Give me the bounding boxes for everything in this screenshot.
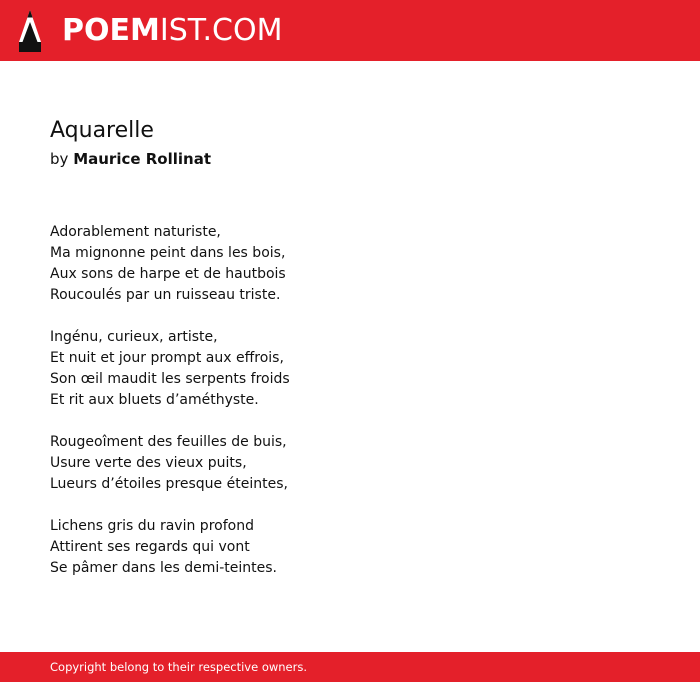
- poem-line: Lichens gris du ravin profond: [50, 518, 254, 534]
- poem-title: Aquarelle: [50, 118, 154, 143]
- by-label: by: [50, 150, 69, 168]
- poem-line: Rougeoîment des feuilles de buis,: [50, 434, 287, 450]
- stanza: [50, 432, 650, 495]
- logo-text-strong: POEM: [62, 13, 160, 48]
- site-header: [0, 0, 700, 61]
- stanza: [50, 222, 650, 306]
- poem-line: Attirent ses regards qui vont: [50, 539, 250, 555]
- poem-line: Aux sons de harpe et de hautbois: [50, 266, 286, 282]
- pencil-icon: [18, 10, 42, 52]
- poem-line: Ingénu, curieux, artiste,: [50, 329, 218, 345]
- copyright-text: Copyright belong to their respective owners.: [50, 660, 308, 674]
- poem-line: Roucoulés par un ruisseau triste.: [50, 287, 281, 303]
- poem-line: Et nuit et jour prompt aux effrois,: [50, 350, 284, 366]
- logo-text-light: IST.COM: [159, 13, 283, 48]
- poem-line: Lueurs d’étoiles presque éteintes,: [50, 476, 288, 492]
- site-logo-link[interactable]: [18, 10, 282, 52]
- poem-line: Adorablement naturiste,: [50, 224, 221, 240]
- poem-line: Se pâmer dans les demi-teintes.: [50, 560, 277, 576]
- poem-line: Ma mignonne peint dans les bois,: [50, 245, 286, 261]
- poem-line: Usure verte des vieux puits,: [50, 455, 247, 471]
- poem-body: [50, 222, 650, 579]
- stanza: [50, 327, 650, 411]
- poem-line: Son œil maudit les serpents froids: [50, 371, 290, 387]
- poem-content: [50, 114, 650, 600]
- stanza: [50, 516, 650, 579]
- poem-byline: [50, 148, 650, 170]
- author-name[interactable]: Maurice Rollinat: [73, 150, 211, 168]
- poem-line: Et rit aux bluets d’améthyste.: [50, 392, 259, 408]
- site-logo-text: [62, 10, 282, 52]
- site-footer: [0, 652, 700, 682]
